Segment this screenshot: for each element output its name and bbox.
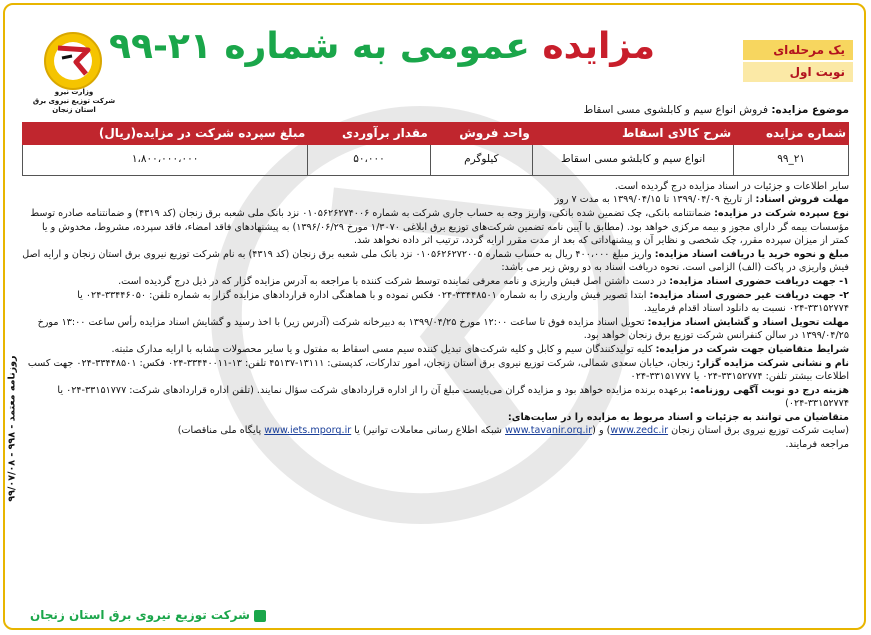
para-ad-cost-text: برعهده برنده مزایده خواهد بود و مزایده گران می‌بایست مبلغ آن را از اداره قراردادهای شرکت سؤال نمایند. (تلفن اداره قراردادهای شرکت: ۳۳۱۵۱۷۷۷-۰۲۴ یا ۳۳۱۵۲۷۷۴-۰۲۴) [57,384,849,410]
page-title [109,18,655,76]
newspaper-sidebar [0,355,18,630]
para-purchase [22,248,849,275]
company-name-small: شرکت توزیع نیروی برق استان زنجان [32,97,116,114]
para-deposit-type-label: نوع سپرده شرکت در مزایده: [714,207,849,219]
link-tavanir[interactable]: www.tavanir.org.ir [505,425,593,437]
websites-text-a: (سایت شرکت توزیع نیروی برق استان زنجان [668,425,849,437]
para-address-text: زنجان، خیابان سعدی شمالی، شرکت توزیع نیروی برق استان زنجان، امور تدارکات، کدپستی: ۱۳۱۱۱-۴۵۱۳۷ تلفن: ۱۳-۳۳۴۴۰۰۱۱-۰۲۴ فکس: ۳۳۴۴۸۵۰۱-۰۲۴ جهت کسب اطلاعات بیشتر تلفن: ۳۳۱۵۲۷۷۴-۰۲۴ یا ۳۳۱۵۱۷۷۷-۰۲۴ [27,357,849,383]
para-purchase-label: مبلغ و نحوه خرید یا دریافت اسناد مزایده: [654,248,849,260]
websites-text-c: شبکه اطلاع رسانی معاملات توانیر) یا [351,425,505,437]
para-websites-intro [22,411,849,425]
para-conditions-text: کلیه تولیدکنندگان سیم و کابل و کلیه شرکت‌های تبدیل کننده سیم مسی اسقاط به مفتول و یا سایر محصولات مشابه با ارایه مدارک مثبته. [111,343,656,355]
para-deposit-type [22,207,849,248]
para-purchase-text: واریز مبلغ ۴۰۰،۰۰۰ ریال به حساب شماره ۰۱۰۵۶۲۶۲۷۲۰۰۵ نزد بانک ملی شعبه برق زنجان (کد ۴۳۱۹) به نام شرکت توزیع نیروی برق استان زنجان و ارایه اصل فیش واریزی در پاکت (الف) الزامی است. نحوه دریافت اسناد به دو روش زیر می باشد: [22,248,849,274]
link-iets[interactable]: www.iets.mporg.ir [264,425,352,437]
subject-value: فروش انواع سیم و کابلشوی مسی اسقاط [583,104,772,116]
cell-item-description: انواع سیم و کابلشو مسی اسقاط [532,145,733,176]
websites-text-d: پایگاه ملی مناقصات) [177,425,265,437]
para-delivery-text: تحویل اسناد مزایده فوق تا ساعت ۱۲:۰۰ مورخ ۱۳۹۹/۰۴/۲۵ به دبیرخانه شرکت (آدرس زیر) با اخذ رسید و گشایش اسناد مزایده رأس ساعت ۱۳:۰۰ مورخ ۱۳۹۹/۰۴/۲۵ در سالن کنفرانس شرکت توزیع برق زنجان خواهد بود. [37,316,849,342]
ministry-name: وزارت نیرو [54,88,94,96]
para-sale-period [22,193,849,207]
stage-badge: یک مرحله‌ای [743,40,853,60]
para-remote [22,289,849,316]
para-delivery-deadline [22,316,849,343]
cell-estimated-quantity: ۵۰،۰۰۰ [308,145,431,176]
footer-company-name: شرکت توزیع نیروی برق استان زنجان [30,608,250,622]
badge-group [743,40,853,84]
table-row [23,145,849,176]
para-in-person [22,275,849,289]
cell-deposit-amount: ۱،۸۰۰،۰۰۰،۰۰۰ [23,145,308,176]
footer-company [30,608,266,622]
para-conditions-label: شرایط متقاضیان جهت شرکت در مزایده: [655,343,849,355]
col-estimated-quantity: مقدار برآوردی [308,122,431,145]
para-refer: مراجعه فرمایند. [785,439,849,451]
para-websites [22,424,849,438]
sidebar-text: روزنامه معتمد - ۹۹۸ - ۹۹/۰۷/۰۸ [6,355,18,502]
websites-text-b: ) و ( [592,425,611,437]
auction-content [22,104,849,452]
para-websites-intro-text: متقاضیان می توانند به جزئیات و اسناد مربوط به مزایده را در سایت‌های: [507,411,849,423]
col-deposit-amount: مبلغ سپرده شرکت در مزایده(ریال) [23,122,308,145]
para-sale-period-text: از تاریخ ۱۳۹۹/۰۴/۰۹ تا ۱۳۹۹/۰۴/۱۵ به مدت ۷ روز [554,194,756,206]
round-badge: نوبت اول [743,62,853,82]
para-remote-label: ۲- جهت دریافت غیر حضوری اسناد مزایده: [649,289,849,301]
para-remote-text: ابتدا تصویر فیش واریزی را به شماره ۳۳۴۴۸۵۰۱-۰۲۴ فکس نموده و با هماهنگی اداره قراردادهای مزایده گزار به شماره تلفن: ۳۳۴۴۶۰۵۰-۰۲۴ یا ۳۳۱۵۲۷۷۴-۰۲۴ نسبت به دانلود اسناد اقدام فرمایید. [77,289,849,315]
para-in-person-label: ۱- جهت دریافت حضوری اسناد مزایده: [669,275,849,287]
col-auction-number: شماره مزایده [734,122,849,145]
col-item-description: شرح کالای اسقاط [532,122,733,145]
para-sale-period-label: مهلت فروش اسناد: [755,194,849,206]
para-address-label: نام و نشانی شرکت مزایده گزار: [696,357,849,369]
para-in-person-text: در دست داشتن اصل فیش واریزی و نامه معرفی نماینده توسط شرکت کننده با مراجعه به آدرس مزایده گزار که در ذیل درج گردیده است. [118,275,670,287]
para-deposit-type-text: ضمانتنامه بانکی، چک تضمین شده بانکی، واریز وجه به حساب جاری شرکت به شماره ۰۱۰۵۶۲۶۲۷۴۰۰۶ نزد بانک ملی شعبه برق زنجان (کد ۴۳۱۹) و ضمانتنامه صادره توسط مؤسسات بیمه گر دارای مجوز و بیمه مرکزی خواهد بود. (مطابق با آیین نامه تضمین شرکت‌های توزیع برق ابلاغی ۱/۳۰۷۰ مورخ ۱۳۹۶/۰۶/۲۹) به پیشنهادهای فاقد امضاء، فاقد سپرده، مشروط، مخدوش و یا کمتر از میزان سپرده مقرر، چک شخصی و نظایر آن و پیشنهاداتی که بعد از مدت مقرر ارایه گردد، ترتیب اثر داده نخواهد شد. [30,207,849,247]
auction-table [22,122,849,176]
table-header-row [23,122,849,145]
para-delivery-label: مهلت تحویل اسناد و گشایش اسناد مزایده: [647,316,849,328]
company-logo [42,30,104,92]
title-rest: عمومی به شماره ۲۱-۹۹ [109,26,543,67]
cell-sale-unit: کیلوگرم [430,145,532,176]
cell-auction-number: ۲۱_۹۹ [734,145,849,176]
para-ad-cost-label: هزینه درج دو نوبت آگهی روزنامه: [690,384,849,396]
para-other-info: سایر اطلاعات و جزئیات در اسناد مزایده درج گردیده است. [614,180,849,192]
footer-bullet-icon [254,610,266,622]
title-prefix: مزایده [542,26,655,67]
col-sale-unit: واحد فروش [430,122,532,145]
subject-line [22,104,849,118]
para-ad-cost [22,384,849,411]
para-address [22,357,849,384]
subject-label: موضوع مزایده: [771,104,849,116]
para-conditions [22,343,849,357]
link-zedc[interactable]: www.zedc.ir [610,425,669,437]
